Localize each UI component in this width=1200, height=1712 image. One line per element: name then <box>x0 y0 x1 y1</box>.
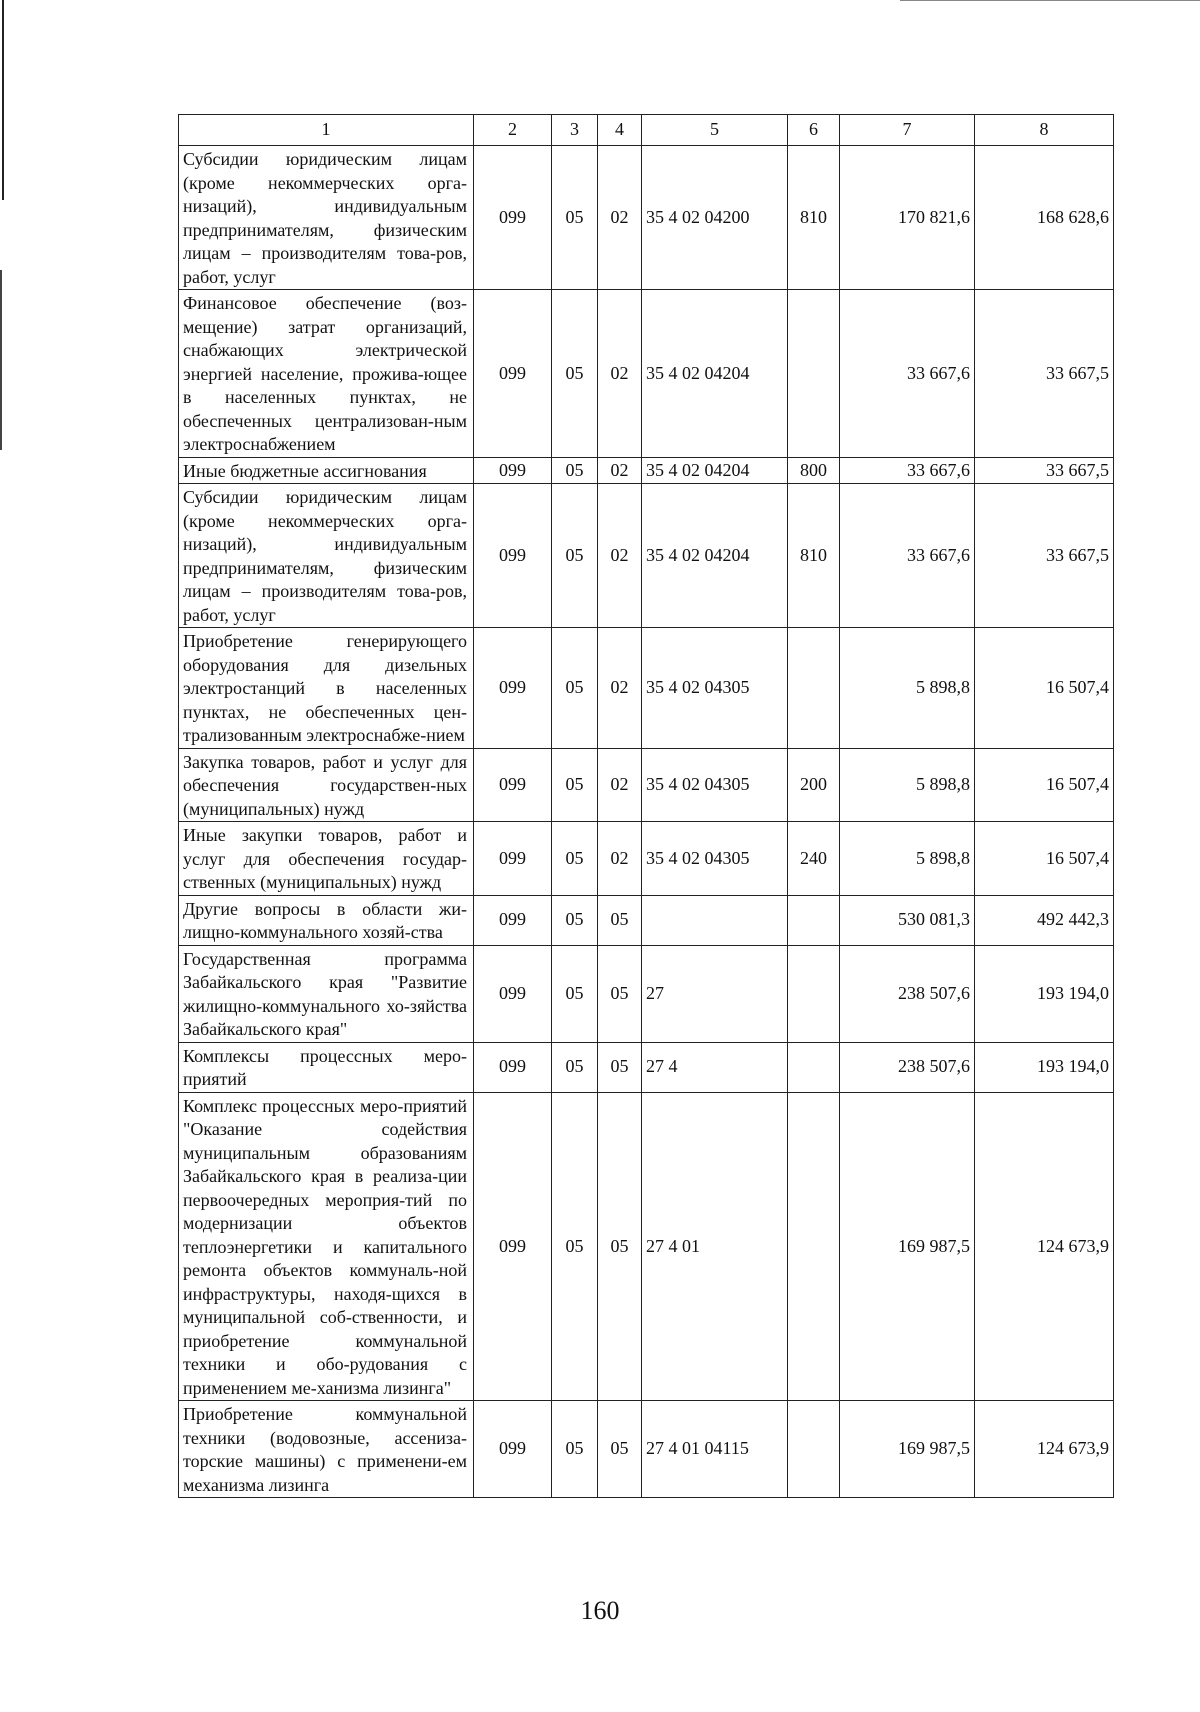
table-row <box>179 290 1114 458</box>
row-amount-year1-cell: 33 667,6 <box>840 457 975 484</box>
row-subsection-cell: 02 <box>598 748 642 822</box>
row-section-cell: 05 <box>552 628 598 749</box>
row-target-article-cell: 35 4 02 04305 <box>642 628 788 749</box>
row-amount-year1-cell: 169 987,5 <box>840 1092 975 1401</box>
row-amount-year1-cell: 5 898,8 <box>840 822 975 896</box>
row-expense-type-cell <box>788 1401 840 1498</box>
row-name-cell: Иные бюджетные ассигнования <box>179 457 474 484</box>
row-target-article-cell: 27 4 01 04115 <box>642 1401 788 1498</box>
row-subsection-cell: 02 <box>598 146 642 290</box>
row-target-article-cell: 27 4 <box>642 1042 788 1092</box>
row-expense-type-cell <box>788 1092 840 1401</box>
row-code-ministry-cell: 099 <box>474 146 552 290</box>
row-target-article-cell: 35 4 02 04305 <box>642 822 788 896</box>
row-target-article-cell: 35 4 02 04204 <box>642 290 788 458</box>
row-subsection-cell: 02 <box>598 822 642 896</box>
row-amount-year2-cell: 193 194,0 <box>975 945 1114 1042</box>
row-name-cell: Государственная программа Забайкальского края "Развитие жилищно-коммунального хо-зяйства Забайкальского края" <box>179 945 474 1042</box>
row-subsection-cell: 05 <box>598 895 642 945</box>
row-section-cell: 05 <box>552 822 598 896</box>
row-amount-year2-cell: 33 667,5 <box>975 484 1114 628</box>
table-row <box>179 945 1114 1042</box>
table-row <box>179 1092 1114 1401</box>
row-amount-year2-cell: 168 628,6 <box>975 146 1114 290</box>
row-amount-year1-cell: 33 667,6 <box>840 484 975 628</box>
row-target-article-cell: 35 4 02 04305 <box>642 748 788 822</box>
row-name-cell: Субсидии юридическим лицам (кроме некоммерческих орга-низаций), индивидуальным предпринимателям, физическим лицам – производителям това-ров, работ, услуг <box>179 146 474 290</box>
table-row <box>179 628 1114 749</box>
row-expense-type-cell: 800 <box>788 457 840 484</box>
row-subsection-cell: 05 <box>598 1092 642 1401</box>
row-code-ministry-cell: 099 <box>474 1092 552 1401</box>
table-body <box>179 146 1114 1498</box>
row-subsection-cell: 02 <box>598 457 642 484</box>
row-code-ministry-cell: 099 <box>474 945 552 1042</box>
table-header-row <box>179 115 1114 146</box>
row-amount-year2-cell: 124 673,9 <box>975 1401 1114 1498</box>
row-target-article-cell <box>642 895 788 945</box>
row-target-article-cell: 27 4 01 <box>642 1092 788 1401</box>
row-expense-type-cell <box>788 1042 840 1092</box>
table-row <box>179 895 1114 945</box>
column-header-5: 5 <box>642 115 788 146</box>
scan-edge-mark-lower <box>0 270 2 450</box>
row-expense-type-cell: 810 <box>788 146 840 290</box>
budget-table <box>178 114 1114 1498</box>
column-header-3: 3 <box>552 115 598 146</box>
row-section-cell: 05 <box>552 895 598 945</box>
row-target-article-cell: 35 4 02 04204 <box>642 457 788 484</box>
row-amount-year2-cell: 16 507,4 <box>975 628 1114 749</box>
row-code-ministry-cell: 099 <box>474 628 552 749</box>
row-code-ministry-cell: 099 <box>474 484 552 628</box>
row-amount-year1-cell: 33 667,6 <box>840 290 975 458</box>
row-code-ministry-cell: 099 <box>474 290 552 458</box>
row-section-cell: 05 <box>552 748 598 822</box>
column-header-2: 2 <box>474 115 552 146</box>
row-name-cell: Закупка товаров, работ и услуг для обеспечения государствен-ных (муниципальных) нужд <box>179 748 474 822</box>
row-subsection-cell: 02 <box>598 628 642 749</box>
row-amount-year2-cell: 124 673,9 <box>975 1092 1114 1401</box>
column-header-8: 8 <box>975 115 1114 146</box>
row-target-article-cell: 35 4 02 04200 <box>642 146 788 290</box>
row-expense-type-cell <box>788 628 840 749</box>
row-section-cell: 05 <box>552 1092 598 1401</box>
row-expense-type-cell <box>788 945 840 1042</box>
table-row <box>179 484 1114 628</box>
row-section-cell: 05 <box>552 484 598 628</box>
row-section-cell: 05 <box>552 457 598 484</box>
row-code-ministry-cell: 099 <box>474 822 552 896</box>
row-expense-type-cell: 240 <box>788 822 840 896</box>
column-header-4: 4 <box>598 115 642 146</box>
row-name-cell: Другие вопросы в области жи-лищно-коммунального хозяй-ства <box>179 895 474 945</box>
row-code-ministry-cell: 099 <box>474 895 552 945</box>
row-name-cell: Комплекс процессных меро-приятий "Оказание содействия муниципальным образованиям Забайкальского края в реализа-ции первоочередных мероприя-тий по модернизации объектов теплоэнергетики и капитального ремонта объектов коммуналь-ной инфраструктуры, находя-щихся в муниципальной соб-ственности, и приобретение коммунальной техники и обо-рудования с применением ме-ханизма лизинга" <box>179 1092 474 1401</box>
row-amount-year1-cell: 5 898,8 <box>840 628 975 749</box>
row-expense-type-cell: 200 <box>788 748 840 822</box>
table-row <box>179 748 1114 822</box>
row-code-ministry-cell: 099 <box>474 457 552 484</box>
row-amount-year1-cell: 238 507,6 <box>840 1042 975 1092</box>
row-name-cell: Субсидии юридическим лицам (кроме некоммерческих орга-низаций), индивидуальным предпринимателям, физическим лицам – производителям това-ров, работ, услуг <box>179 484 474 628</box>
row-target-article-cell: 27 <box>642 945 788 1042</box>
row-amount-year2-cell: 193 194,0 <box>975 1042 1114 1092</box>
row-subsection-cell: 02 <box>598 484 642 628</box>
table-row <box>179 457 1114 484</box>
row-amount-year2-cell: 33 667,5 <box>975 290 1114 458</box>
row-code-ministry-cell: 099 <box>474 748 552 822</box>
page-number: 160 <box>580 1596 620 1625</box>
row-name-cell: Комплексы процессных меро-приятий <box>179 1042 474 1092</box>
column-header-6: 6 <box>788 115 840 146</box>
table-row <box>179 146 1114 290</box>
row-section-cell: 05 <box>552 1401 598 1498</box>
row-section-cell: 05 <box>552 1042 598 1092</box>
row-name-cell: Приобретение коммунальной техники (водовозные, ассениза-торские машины) с применени-ем механизма лизинга <box>179 1401 474 1498</box>
row-amount-year2-cell: 33 667,5 <box>975 457 1114 484</box>
column-header-1: 1 <box>179 115 474 146</box>
row-code-ministry-cell: 099 <box>474 1401 552 1498</box>
scan-top-mark <box>900 0 1200 1</box>
row-subsection-cell: 02 <box>598 290 642 458</box>
row-amount-year1-cell: 170 821,6 <box>840 146 975 290</box>
row-expense-type-cell <box>788 895 840 945</box>
row-expense-type-cell <box>788 290 840 458</box>
table-row <box>179 822 1114 896</box>
table-row <box>179 1042 1114 1092</box>
row-subsection-cell: 05 <box>598 945 642 1042</box>
column-header-7: 7 <box>840 115 975 146</box>
row-amount-year1-cell: 238 507,6 <box>840 945 975 1042</box>
row-subsection-cell: 05 <box>598 1042 642 1092</box>
row-amount-year2-cell: 16 507,4 <box>975 822 1114 896</box>
row-amount-year2-cell: 16 507,4 <box>975 748 1114 822</box>
scan-edge-mark <box>2 0 4 200</box>
table-row <box>179 1401 1114 1498</box>
row-name-cell: Приобретение генерирующего оборудования для дизельных электростанций в населенных пунктах, не обеспеченных цен-трализованным электроснабже-нием <box>179 628 474 749</box>
row-amount-year1-cell: 5 898,8 <box>840 748 975 822</box>
row-section-cell: 05 <box>552 945 598 1042</box>
row-code-ministry-cell: 099 <box>474 1042 552 1092</box>
row-amount-year1-cell: 530 081,3 <box>840 895 975 945</box>
row-section-cell: 05 <box>552 290 598 458</box>
row-amount-year2-cell: 492 442,3 <box>975 895 1114 945</box>
row-amount-year1-cell: 169 987,5 <box>840 1401 975 1498</box>
row-section-cell: 05 <box>552 146 598 290</box>
row-target-article-cell: 35 4 02 04204 <box>642 484 788 628</box>
row-subsection-cell: 05 <box>598 1401 642 1498</box>
row-expense-type-cell: 810 <box>788 484 840 628</box>
row-name-cell: Финансовое обеспечение (воз-мещение) затрат организаций, снабжающих электрической энергией население, прожива-ющее в населенных пунктах, не обеспеченных централизован-ным электроснабжением <box>179 290 474 458</box>
row-name-cell: Иные закупки товаров, работ и услуг для обеспечения государ-ственных (муниципальных) нужд <box>179 822 474 896</box>
